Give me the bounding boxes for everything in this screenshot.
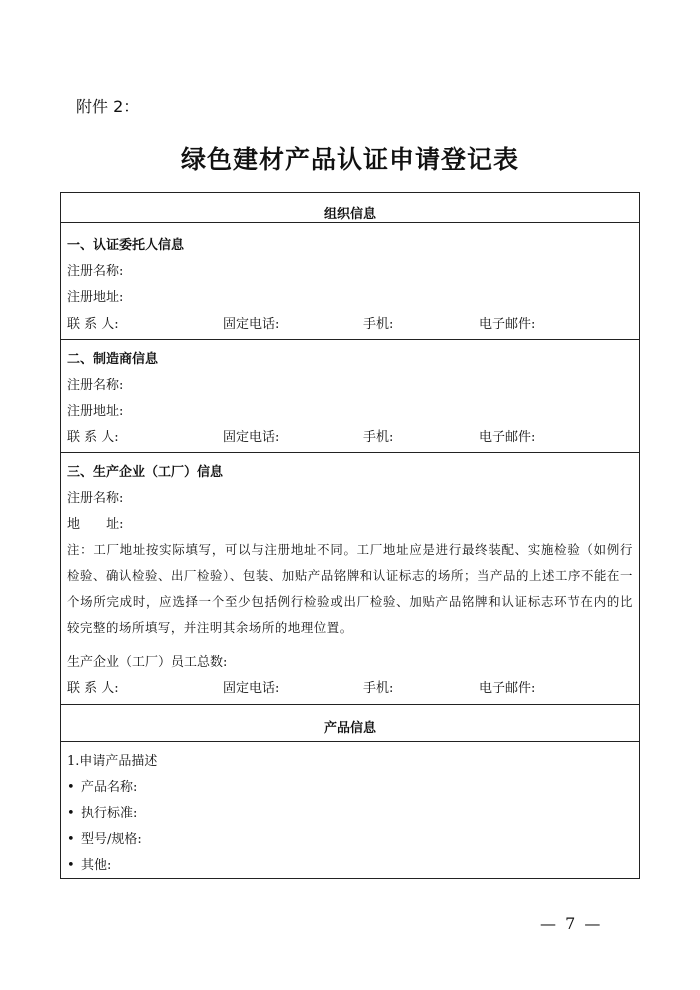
field-label: 其他: [81, 858, 112, 873]
form-title: 绿色建材产品认证申请登记表 [180, 145, 519, 174]
registration-form [60, 192, 640, 879]
divider [61, 741, 639, 742]
factory-landline-field[interactable]: 固定电话: [223, 681, 280, 696]
manufacturer-registered-name-field[interactable]: 注册名称: [67, 378, 124, 393]
bullet-icon: • [67, 780, 75, 795]
client-landline-field[interactable]: 固定电话: [223, 317, 280, 332]
factory-mobile-field[interactable]: 手机: [363, 681, 394, 696]
organization-section-header: 组织信息 [323, 207, 376, 222]
manufacturer-mobile-field[interactable]: 手机: [363, 430, 394, 445]
field-label: 产品名称: [81, 780, 138, 795]
attachment-label: 附件 2： [76, 97, 140, 116]
client-info-heading: 一、认证委托人信息 [67, 238, 185, 253]
manufacturer-registered-address-field[interactable]: 注册地址: [67, 404, 124, 419]
divider [61, 339, 639, 340]
factory-info-heading: 三、生产企业（工厂）信息 [67, 465, 224, 480]
field-label: 型号/规格: [81, 832, 142, 847]
bullet-icon: • [67, 806, 75, 821]
field-label: 执行标准: [81, 806, 138, 821]
factory-address-note: 注：工厂地址按实际填写，可以与注册地址不同。工厂地址应是进行最终装配、实施检验（如例行检验、确认检验、出厂检验）、包装、加贴产品铭牌和认证标志的场所；当产品的上述工序不能在一个场所完成时，应选择一个至少包括例行检验或出厂检验、加贴产品铭牌和认证标志环节在内的比较完整的场所填写，并注明其余场所的地理位置。 [67, 542, 633, 635]
factory-registered-name-field[interactable]: 注册名称: [67, 491, 124, 506]
client-mobile-field[interactable]: 手机: [363, 317, 394, 332]
model-spec-field[interactable] [67, 828, 142, 847]
divider [61, 452, 639, 453]
client-email-field[interactable]: 电子邮件: [479, 317, 536, 332]
factory-email-field[interactable]: 电子邮件: [479, 681, 536, 696]
factory-employee-count-field[interactable]: 生产企业（工厂）员工总数: [67, 655, 228, 670]
manufacturer-email-field[interactable]: 电子邮件: [479, 430, 536, 445]
standard-field[interactable] [67, 802, 137, 821]
factory-address-field[interactable]: 地 址: [67, 517, 124, 532]
other-field[interactable] [67, 854, 111, 873]
bullet-icon: • [67, 832, 75, 847]
product-section-header: 产品信息 [323, 721, 376, 736]
product-description-heading: 1.申请产品描述 [67, 754, 158, 769]
manufacturer-contact-field[interactable]: 联 系 人: [67, 430, 119, 445]
manufacturer-landline-field[interactable]: 固定电话: [223, 430, 280, 445]
page-number: — 7 — [540, 914, 603, 933]
client-registered-name-field[interactable]: 注册名称: [67, 264, 124, 279]
client-registered-address-field[interactable]: 注册地址: [67, 290, 124, 305]
factory-contact-field[interactable]: 联 系 人: [67, 681, 119, 696]
client-contact-field[interactable]: 联 系 人: [67, 317, 119, 332]
product-name-field[interactable] [67, 776, 137, 795]
divider [61, 704, 639, 705]
divider [61, 222, 639, 223]
manufacturer-info-heading: 二、制造商信息 [67, 352, 159, 367]
bullet-icon: • [67, 858, 75, 873]
